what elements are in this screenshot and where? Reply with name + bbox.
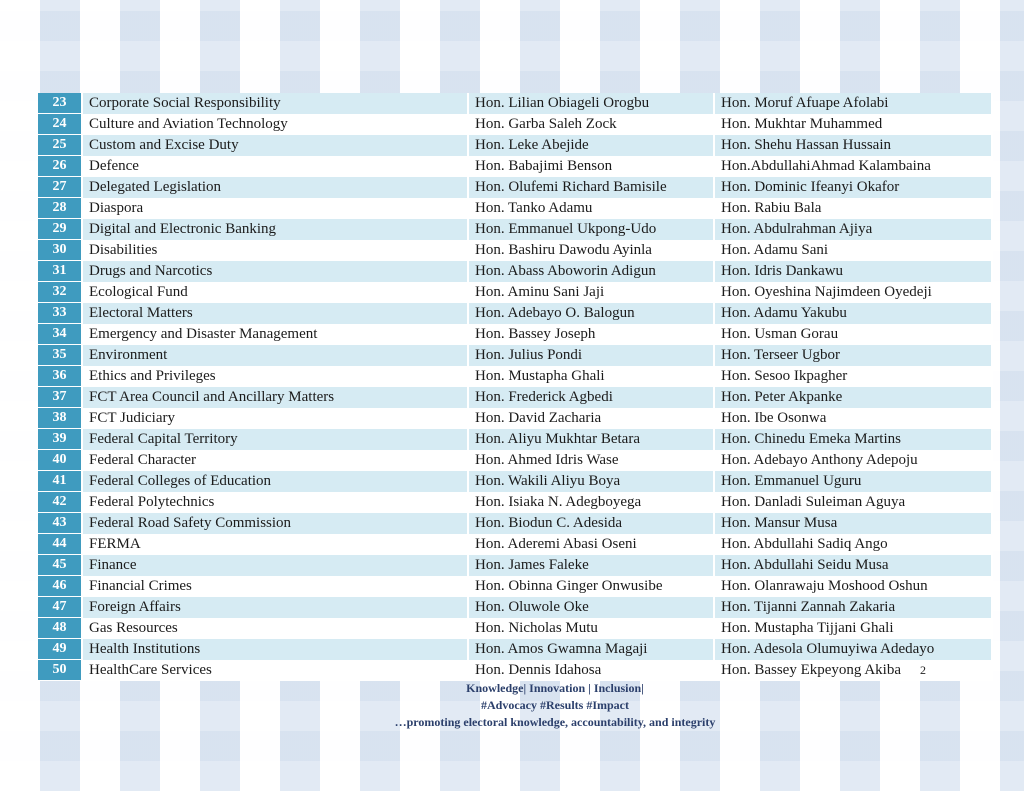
table-row	[38, 597, 992, 618]
table-row	[38, 555, 992, 576]
committee-name: FCT Area Council and Ancillary Matters	[82, 387, 468, 408]
table-row	[38, 240, 992, 261]
committee-table-body	[38, 93, 992, 681]
row-number: 42	[38, 492, 82, 513]
deputy-chairman-name: Hon. Adebayo Anthony Adepoju	[714, 450, 992, 471]
chairman-name: Hon. Abass Aboworin Adigun	[468, 261, 714, 282]
row-number: 29	[38, 219, 82, 240]
table-row	[38, 660, 992, 681]
committee-table	[38, 93, 992, 681]
footer-hashtags: #Advocacy #Results #Impact	[481, 698, 629, 712]
committee-name: Federal Polytechnics	[82, 492, 468, 513]
footer-mission: …promoting electoral knowledge, accountability, and integrity	[394, 715, 716, 729]
table-row	[38, 114, 992, 135]
row-number: 34	[38, 324, 82, 345]
table-row	[38, 219, 992, 240]
committee-name: Ethics and Privileges	[82, 366, 468, 387]
committee-name: Defence	[82, 156, 468, 177]
table-row	[38, 639, 992, 660]
chairman-name: Hon. Dennis Idahosa	[468, 660, 714, 681]
table-row	[38, 450, 992, 471]
deputy-chairman-name: Hon. Sesoo Ikpagher	[714, 366, 992, 387]
chairman-name: Hon. Mustapha Ghali	[468, 366, 714, 387]
table-row	[38, 618, 992, 639]
row-number: 35	[38, 345, 82, 366]
chairman-name: Hon. Lilian Obiageli Orogbu	[468, 93, 714, 114]
table-row	[38, 282, 992, 303]
deputy-chairman-name: Hon. Idris Dankawu	[714, 261, 992, 282]
chairman-name: Hon. David Zacharia	[468, 408, 714, 429]
committee-name: Emergency and Disaster Management	[82, 324, 468, 345]
row-number: 23	[38, 93, 82, 114]
committee-table-grid	[38, 93, 993, 681]
row-number: 37	[38, 387, 82, 408]
deputy-chairman-name: Hon. Emmanuel Uguru	[714, 471, 992, 492]
row-number: 26	[38, 156, 82, 177]
row-number: 48	[38, 618, 82, 639]
row-number: 36	[38, 366, 82, 387]
chairman-name: Hon. Obinna Ginger Onwusibe	[468, 576, 714, 597]
table-row	[38, 408, 992, 429]
table-row	[38, 429, 992, 450]
committee-name: Health Institutions	[82, 639, 468, 660]
deputy-chairman-name: Hon. Mukhtar Muhammed	[714, 114, 992, 135]
deputy-chairman-name: Hon. Bassey Ekpeyong Akiba	[714, 660, 992, 681]
row-number: 28	[38, 198, 82, 219]
committee-name: FCT Judiciary	[82, 408, 468, 429]
table-row	[38, 324, 992, 345]
row-number: 43	[38, 513, 82, 534]
deputy-chairman-name: Hon. Olanrawaju Moshood Oshun	[714, 576, 992, 597]
page-number: 2	[920, 663, 926, 677]
chairman-name: Hon. Frederick Agbedi	[468, 387, 714, 408]
chairman-name: Hon. Oluwole Oke	[468, 597, 714, 618]
deputy-chairman-name: Hon. Dominic Ifeanyi Okafor	[714, 177, 992, 198]
chairman-name: Hon. Aminu Sani Jaji	[468, 282, 714, 303]
committee-name: Financial Crimes	[82, 576, 468, 597]
deputy-chairman-name: Hon. Adamu Yakubu	[714, 303, 992, 324]
committee-name: Finance	[82, 555, 468, 576]
committee-name: Disabilities	[82, 240, 468, 261]
row-number: 33	[38, 303, 82, 324]
table-row	[38, 513, 992, 534]
chairman-name: Hon. Wakili Aliyu Boya	[468, 471, 714, 492]
deputy-chairman-name: Hon.AbdullahiAhmad Kalambaina	[714, 156, 992, 177]
committee-name: Diaspora	[82, 198, 468, 219]
table-row	[38, 135, 992, 156]
chairman-name: Hon. Babajimi Benson	[468, 156, 714, 177]
table-row	[38, 303, 992, 324]
deputy-chairman-name: Hon. Mansur Musa	[714, 513, 992, 534]
footer-tagline: Knowledge| Innovation | Inclusion|	[466, 681, 644, 695]
committee-name: Federal Road Safety Commission	[82, 513, 468, 534]
chairman-name: Hon. Bashiru Dawodu Ayinla	[468, 240, 714, 261]
deputy-chairman-name: Hon. Danladi Suleiman Aguya	[714, 492, 992, 513]
table-row	[38, 534, 992, 555]
deputy-chairman-name: Hon. Usman Gorau	[714, 324, 992, 345]
deputy-chairman-name: Hon. Rabiu Bala	[714, 198, 992, 219]
row-number: 38	[38, 408, 82, 429]
table-row	[38, 345, 992, 366]
row-number: 44	[38, 534, 82, 555]
chairman-name: Hon. Julius Pondi	[468, 345, 714, 366]
deputy-chairman-name: Hon. Chinedu Emeka Martins	[714, 429, 992, 450]
chairman-name: Hon. Aderemi Abasi Oseni	[468, 534, 714, 555]
table-row	[38, 471, 992, 492]
chairman-name: Hon. Emmanuel Ukpong-Udo	[468, 219, 714, 240]
committee-name: Environment	[82, 345, 468, 366]
deputy-chairman-name: Hon. Shehu Hassan Hussain	[714, 135, 992, 156]
deputy-chairman-name: Hon. Abdullahi Sadiq Ango	[714, 534, 992, 555]
deputy-chairman-name: Hon. Abdulrahman Ajiya	[714, 219, 992, 240]
deputy-chairman-name: Hon. Moruf Afuape Afolabi	[714, 93, 992, 114]
chairman-name: Hon. Amos Gwamna Magaji	[468, 639, 714, 660]
row-number: 31	[38, 261, 82, 282]
row-number: 49	[38, 639, 82, 660]
chairman-name: Hon. Aliyu Mukhtar Betara	[468, 429, 714, 450]
deputy-chairman-name: Hon. Tijanni Zannah Zakaria	[714, 597, 992, 618]
chairman-name: Hon. James Faleke	[468, 555, 714, 576]
committee-name: Ecological Fund	[82, 282, 468, 303]
table-row	[38, 387, 992, 408]
chairman-name: Hon. Adebayo O. Balogun	[468, 303, 714, 324]
table-row	[38, 156, 992, 177]
table-row	[38, 576, 992, 597]
row-number: 47	[38, 597, 82, 618]
committee-name: Foreign Affairs	[82, 597, 468, 618]
chairman-name: Hon. Leke Abejide	[468, 135, 714, 156]
committee-name: FERMA	[82, 534, 468, 555]
committee-name: HealthCare Services	[82, 660, 468, 681]
table-row	[38, 261, 992, 282]
deputy-chairman-name: Hon. Terseer Ugbor	[714, 345, 992, 366]
table-row	[38, 492, 992, 513]
deputy-chairman-name: Hon. Ibe Osonwa	[714, 408, 992, 429]
row-number: 24	[38, 114, 82, 135]
chairman-name: Hon. Bassey Joseph	[468, 324, 714, 345]
table-row	[38, 366, 992, 387]
chairman-name: Hon. Isiaka N. Adegboyega	[468, 492, 714, 513]
committee-name: Digital and Electronic Banking	[82, 219, 468, 240]
row-number: 27	[38, 177, 82, 198]
row-number: 50	[38, 660, 82, 681]
chairman-name: Hon. Olufemi Richard Bamisile	[468, 177, 714, 198]
committee-name: Custom and Excise Duty	[82, 135, 468, 156]
footer	[0, 680, 1024, 731]
chairman-name: Hon. Ahmed Idris Wase	[468, 450, 714, 471]
chairman-name: Hon. Garba Saleh Zock	[468, 114, 714, 135]
row-number: 32	[38, 282, 82, 303]
chairman-name: Hon. Nicholas Mutu	[468, 618, 714, 639]
committee-name: Federal Colleges of Education	[82, 471, 468, 492]
row-number: 45	[38, 555, 82, 576]
deputy-chairman-name: Hon. Mustapha Tijjani Ghali	[714, 618, 992, 639]
deputy-chairman-name: Hon. Peter Akpanke	[714, 387, 992, 408]
deputy-chairman-name: Hon. Adesola Olumuyiwa Adedayo	[714, 639, 992, 660]
committee-name: Culture and Aviation Technology	[82, 114, 468, 135]
deputy-chairman-name: Hon. Abdullahi Seidu Musa	[714, 555, 992, 576]
row-number: 46	[38, 576, 82, 597]
deputy-chairman-name: Hon. Oyeshina Najimdeen Oyedeji	[714, 282, 992, 303]
committee-name: Drugs and Narcotics	[82, 261, 468, 282]
row-number: 40	[38, 450, 82, 471]
committee-name: Federal Capital Territory	[82, 429, 468, 450]
table-row	[38, 198, 992, 219]
table-row	[38, 177, 992, 198]
committee-name: Delegated Legislation	[82, 177, 468, 198]
row-number: 39	[38, 429, 82, 450]
row-number: 30	[38, 240, 82, 261]
deputy-chairman-name: Hon. Adamu Sani	[714, 240, 992, 261]
committee-name: Gas Resources	[82, 618, 468, 639]
committee-name: Federal Character	[82, 450, 468, 471]
chairman-name: Hon. Biodun C. Adesida	[468, 513, 714, 534]
committee-name: Corporate Social Responsibility	[82, 93, 468, 114]
chairman-name: Hon. Tanko Adamu	[468, 198, 714, 219]
row-number: 41	[38, 471, 82, 492]
committee-name: Electoral Matters	[82, 303, 468, 324]
row-number: 25	[38, 135, 82, 156]
table-row	[38, 93, 992, 114]
